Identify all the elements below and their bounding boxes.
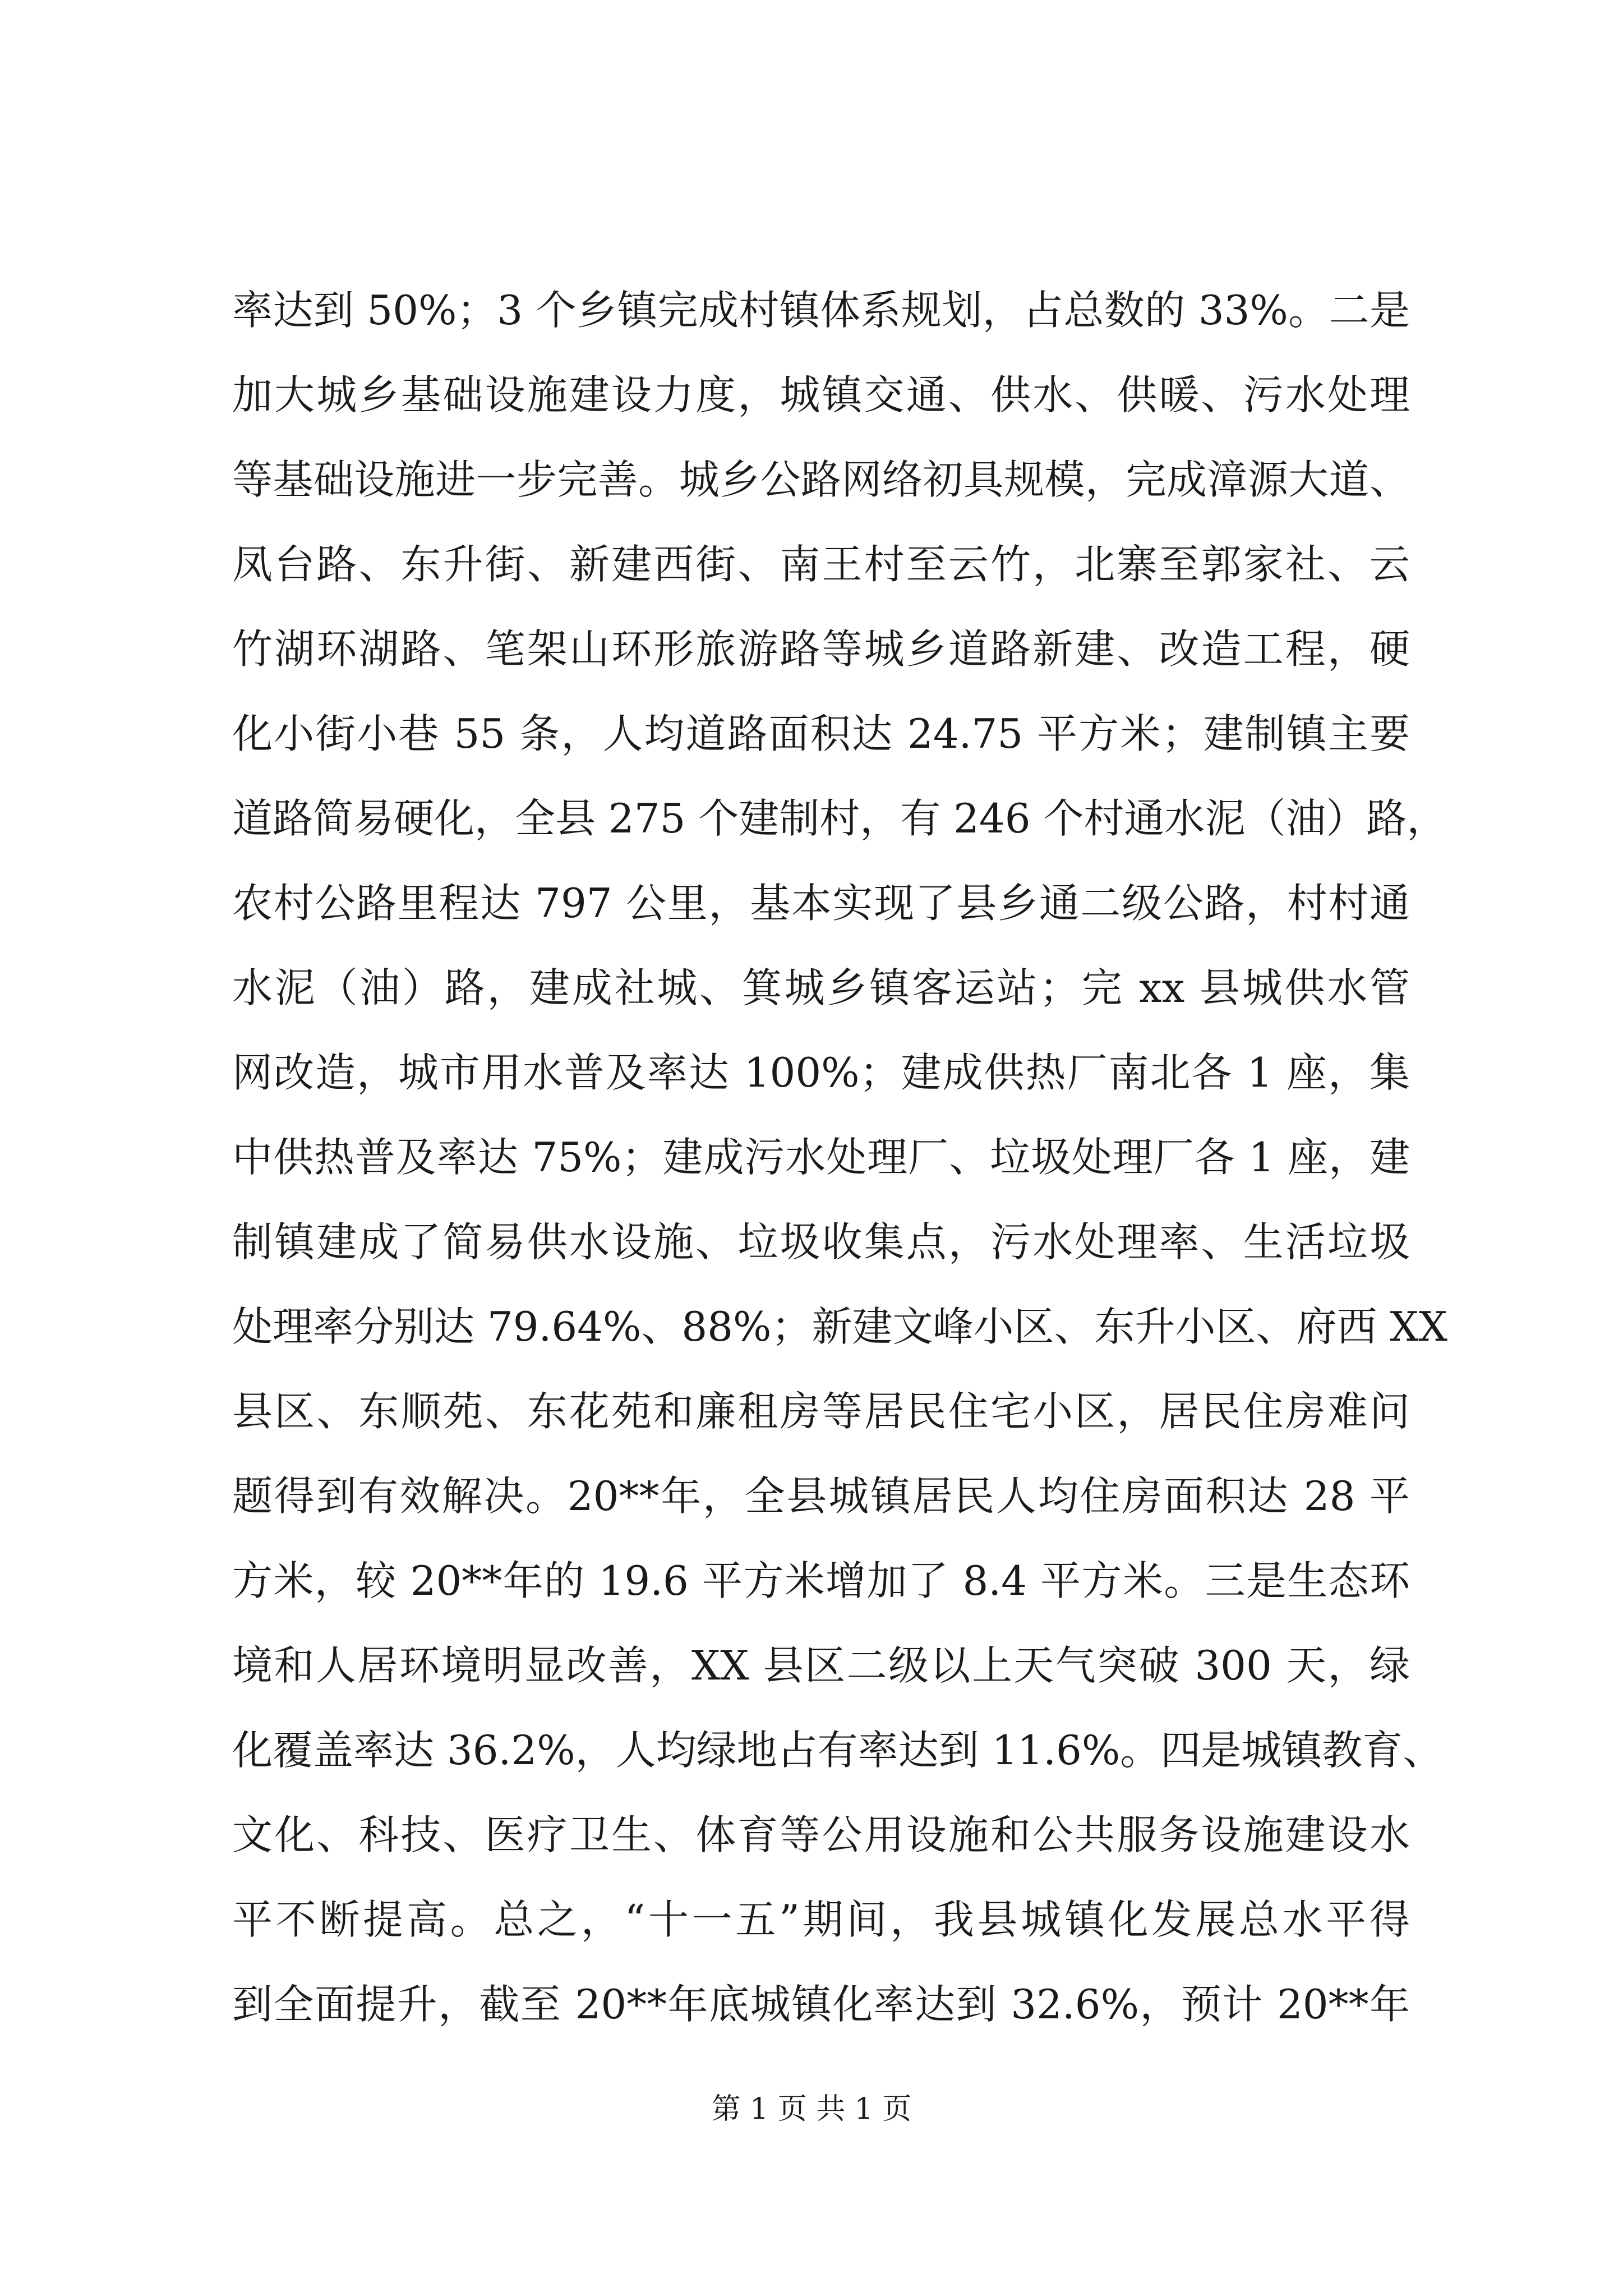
text-line: 等基础设施进一步完善。城乡公路网络初具规模，完成漳源大道、 xyxy=(232,456,1410,503)
text-line: 化小街小巷 55 条，人均道路面积达 24.75 平方米；建制镇主要 xyxy=(232,710,1410,757)
text-line: 农村公路里程达 797 公里，基本实现了县乡通二级公路，村村通 xyxy=(232,880,1410,927)
page-number-label: 第 1 页 共 1 页 xyxy=(711,2092,912,2126)
text-line: 境和人居环境明显改善，XX 县区二级以上天气突破 300 天，绿 xyxy=(232,1642,1410,1689)
text-line: 制镇建成了简易供水设施、垃圾收集点，污水处理率、生活垃圾 xyxy=(232,1218,1410,1266)
text-line: 竹湖环湖路、笔架山环形旅游路等城乡道路新建、改造工程，硬 xyxy=(232,625,1410,673)
text-line: 平不断提高。总之，“十一五”期间，我县城镇化发展总水平得 xyxy=(232,1896,1410,1943)
text-line: 到全面提升，截至 20**年底城镇化率达到 32.6%，预计 20**年 xyxy=(232,1981,1410,2028)
text-line: 处理率分别达 79.64%、88%；新建文峰小区、东升小区、府西 XX xyxy=(232,1303,1447,1350)
text-line: 文化、科技、医疗卫生、体育等公用设施和公共服务设施建设水 xyxy=(232,1811,1410,1858)
text-line: 凤台路、东升街、新建西街、南王村至云竹，北寨至郭家社、云 xyxy=(232,541,1410,588)
text-line: 率达到 50%；3 个乡镇完成村镇体系规划，占总数的 33%。二是 xyxy=(232,287,1410,334)
text-line: 网改造，城市用水普及率达 100%；建成供热厂南北各 1 座，集 xyxy=(232,1049,1410,1096)
text-line: 化覆盖率达 36.2%，人均绿地占有率达到 11.6%。四是城镇教育、 xyxy=(232,1727,1444,1774)
text-line: 道路简易硬化，全县 275 个建制村，有 246 个村通水泥（油）路， xyxy=(232,795,1447,842)
text-line: 中供热普及率达 75%；建成污水处理厂、垃圾处理厂各 1 座，建 xyxy=(232,1134,1410,1181)
text-line: 方米，较 20**年的 19.6 平方米增加了 8.4 平方米。三是生态环 xyxy=(232,1557,1410,1604)
text-line: 水泥（油）路，建成社城、箕城乡镇客运站；完 xx 县城供水管 xyxy=(232,964,1410,1011)
text-line: 加大城乡基础设施建设力度，城镇交通、供水、供暖、污水处理 xyxy=(232,371,1410,418)
page-footer xyxy=(0,2087,1623,2132)
text-line: 县区、东顺苑、东花苑和廉租房等居民住宅小区，居民住房难问 xyxy=(232,1388,1410,1435)
body-text xyxy=(232,268,1447,2047)
text-line: 题得到有效解决。20**年，全县城镇居民人均住房面积达 28 平 xyxy=(232,1473,1410,1520)
